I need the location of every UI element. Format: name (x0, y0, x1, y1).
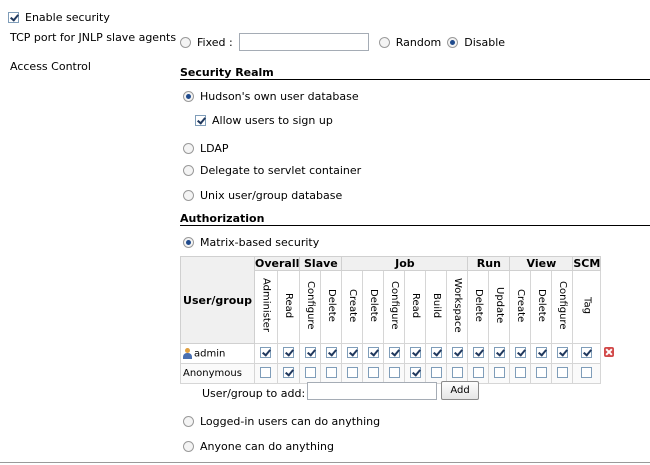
group-header-overall: Overall (255, 257, 300, 270)
permission-checkbox[interactable] (260, 347, 271, 358)
permission-cell (426, 344, 447, 364)
permission-cell (489, 344, 510, 364)
permission-checkbox[interactable] (260, 367, 271, 378)
col-header: Delete (531, 271, 552, 344)
permission-checkbox[interactable] (389, 347, 400, 358)
permission-cell (489, 364, 510, 384)
permission-checkbox[interactable] (326, 367, 337, 378)
permission-cell (552, 344, 573, 364)
col-header: Configure (552, 271, 573, 344)
permission-checkbox[interactable] (305, 367, 316, 378)
col-header: Configure (300, 271, 321, 344)
permission-checkbox[interactable] (494, 347, 505, 358)
bottom-divider (0, 462, 650, 463)
realm-option-own-db[interactable] (183, 90, 359, 103)
permission-cell (255, 364, 278, 384)
col-header: Workspace (447, 271, 468, 344)
enable-security-row (8, 11, 110, 24)
permission-checkbox[interactable] (326, 347, 337, 358)
realm-ldap-label: LDAP (200, 142, 229, 155)
port-disable-radio[interactable] (447, 37, 458, 48)
table-row (181, 344, 617, 364)
permission-checkbox[interactable] (452, 367, 463, 378)
allow-signup-checkbox[interactable] (195, 115, 206, 126)
permission-cell (342, 344, 363, 364)
security-realm-divider (180, 79, 650, 80)
row-action-cell (601, 344, 617, 364)
permission-cell (510, 344, 531, 364)
authorization-title: Authorization (180, 212, 265, 225)
col-header: Build (426, 271, 447, 344)
permission-checkbox[interactable] (368, 367, 379, 378)
permission-cell (552, 364, 573, 384)
col-header: Update (489, 271, 510, 344)
auth-option-logged-in[interactable] (183, 415, 380, 428)
port-random-label: Random (395, 35, 442, 49)
enable-security-label: Enable security (25, 11, 110, 24)
permission-checkbox[interactable] (431, 347, 442, 358)
permission-checkbox[interactable] (283, 367, 294, 378)
permission-cell (321, 364, 342, 384)
permission-checkbox[interactable] (410, 367, 421, 378)
add-user-button[interactable]: Add (441, 381, 479, 400)
permission-cell (405, 364, 426, 384)
user-icon (183, 348, 191, 359)
realm-servlet-radio[interactable] (183, 165, 194, 176)
col-header: Read (277, 271, 300, 344)
group-header-slave: Slave (300, 257, 342, 271)
realm-option-ldap[interactable] (183, 142, 229, 155)
permission-cell (573, 364, 601, 384)
permission-checkbox[interactable] (305, 347, 316, 358)
group-header-scm: SCM (573, 257, 601, 270)
allow-signup-label: Allow users to sign up (212, 114, 333, 127)
allow-signup-row (195, 114, 333, 127)
permission-cell (468, 344, 489, 364)
auth-matrix-radio[interactable] (183, 237, 194, 248)
auth-logged-in-radio[interactable] (183, 416, 194, 427)
group-header-view: View (510, 257, 573, 271)
group-header-run: Run (468, 257, 510, 271)
permission-checkbox[interactable] (494, 367, 505, 378)
permission-checkbox[interactable] (581, 347, 592, 358)
jnlp-port-label: TCP port for JNLP slave agents (10, 31, 177, 44)
permission-cell (277, 344, 300, 364)
security-realm-title: Security Realm (180, 66, 274, 79)
permission-checkbox[interactable] (581, 367, 592, 378)
realm-own-db-label: Hudson's own user database (200, 90, 359, 103)
realm-unix-radio[interactable] (183, 190, 194, 201)
add-user-label: User/group to add: (202, 387, 306, 400)
auth-matrix-label: Matrix-based security (200, 236, 320, 249)
permission-cell (447, 344, 468, 364)
col-header: Delete (363, 271, 384, 344)
permission-checkbox[interactable] (536, 347, 547, 358)
permission-cell (405, 344, 426, 364)
col-header: Delete (321, 271, 342, 344)
permission-cell (277, 364, 300, 384)
row-action-cell (601, 364, 617, 384)
access-control-label: Access Control (10, 60, 91, 73)
matrix-user-name (181, 364, 255, 384)
col-header: Configure (384, 271, 405, 344)
header-spacer (601, 257, 617, 344)
authorization-divider (180, 225, 650, 226)
permission-cell (531, 364, 552, 384)
permission-cell (255, 344, 278, 364)
user-name-label: admin (194, 348, 226, 360)
permission-matrix (180, 256, 617, 384)
realm-option-unix[interactable] (183, 189, 342, 202)
col-header: Delete (468, 271, 489, 344)
port-fixed-label: Fixed : (197, 35, 233, 49)
permission-cell (573, 344, 601, 364)
matrix-user-name (181, 344, 255, 364)
auth-anyone-radio[interactable] (183, 441, 194, 452)
permission-checkbox[interactable] (389, 367, 400, 378)
col-header: Create (510, 271, 531, 344)
auth-option-matrix[interactable] (183, 236, 319, 249)
permission-checkbox[interactable] (557, 367, 568, 378)
permission-checkbox[interactable] (536, 367, 547, 378)
realm-unix-label: Unix user/group database (200, 189, 343, 202)
permission-checkbox[interactable] (283, 347, 294, 358)
permission-checkbox[interactable] (431, 367, 442, 378)
auth-logged-in-label: Logged-in users can do anything (200, 415, 381, 428)
permission-checkbox[interactable] (347, 347, 358, 358)
permission-cell (384, 364, 405, 384)
enable-security-checkbox[interactable] (8, 12, 19, 23)
col-header: Tag (573, 271, 601, 344)
permission-cell (384, 344, 405, 364)
port-fixed-input[interactable] (239, 33, 369, 51)
user-group-header: User/group (181, 257, 255, 344)
permission-cell (300, 364, 321, 384)
col-header: Read (405, 271, 426, 344)
realm-ldap-radio[interactable] (183, 143, 194, 154)
group-header-job: Job (342, 257, 468, 271)
delete-row-icon[interactable] (604, 347, 614, 357)
permission-cell (342, 364, 363, 384)
realm-servlet-label: Delegate to servlet container (200, 164, 362, 177)
permission-checkbox[interactable] (515, 367, 526, 378)
permission-cell (363, 344, 384, 364)
permission-checkbox[interactable] (410, 347, 421, 358)
port-disable-label: Disable (464, 35, 506, 49)
add-user-input[interactable] (307, 382, 437, 400)
permission-checkbox[interactable] (557, 347, 568, 358)
auth-anyone-label: Anyone can do anything (200, 440, 334, 453)
port-fixed-radio[interactable] (180, 37, 191, 48)
permission-checkbox[interactable] (473, 367, 484, 378)
permission-cell (531, 344, 552, 364)
realm-option-servlet[interactable] (183, 164, 361, 177)
realm-own-db-radio[interactable] (183, 91, 194, 102)
jnlp-port-options (180, 33, 505, 51)
table-row (181, 364, 617, 384)
permission-checkbox[interactable] (515, 347, 526, 358)
permission-checkbox[interactable] (452, 347, 463, 358)
user-name-label: Anonymous (183, 368, 242, 379)
permission-cell (300, 344, 321, 364)
permission-cell (510, 364, 531, 384)
col-header: Administer (255, 271, 278, 344)
permission-checkbox[interactable] (473, 347, 484, 358)
permission-checkbox[interactable] (368, 347, 379, 358)
auth-option-anyone[interactable] (183, 440, 334, 453)
permission-cell (363, 364, 384, 384)
permission-cell (321, 344, 342, 364)
col-header: Create (342, 271, 363, 344)
port-random-radio[interactable] (379, 37, 390, 48)
permission-checkbox[interactable] (347, 367, 358, 378)
